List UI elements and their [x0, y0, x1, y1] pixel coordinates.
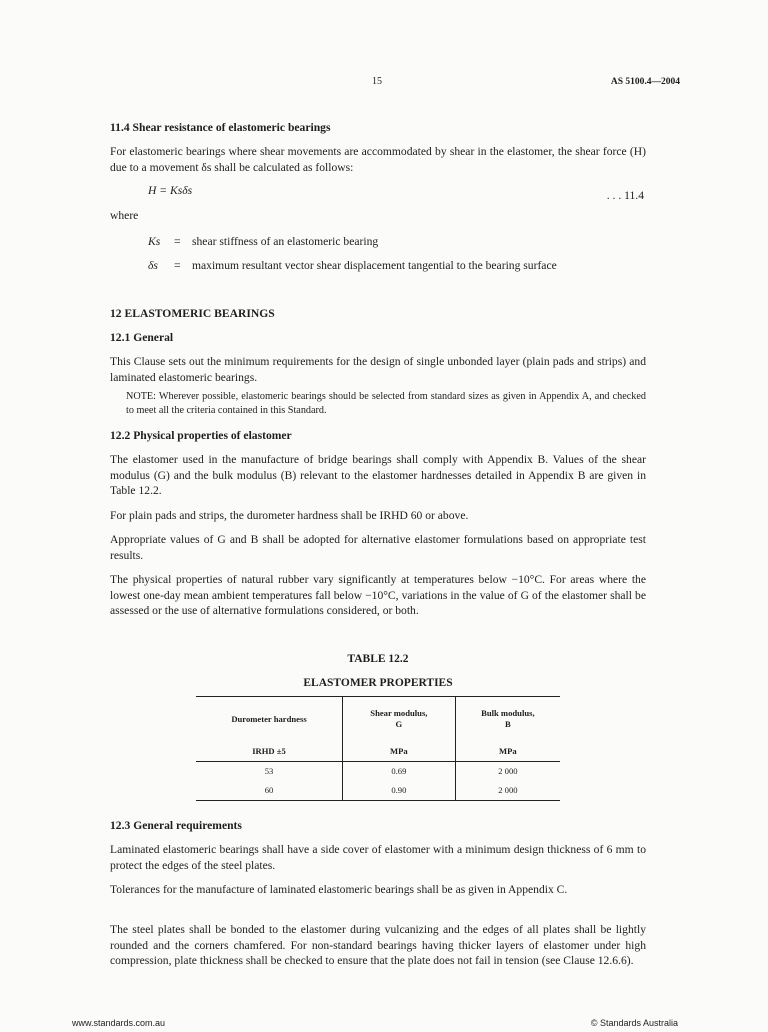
standard-number: AS 5100.4—2004	[610, 77, 680, 87]
paragraph-12-2-d: The physical properties of natural rubber vary significantly at temperatures below −10°C. For areas where the lowest one-day mean ambient temperatures fall below −10°C, variations in the value of G of the elastomer shall be assessed or the use of alternative formulations considered, or both.	[110, 573, 646, 617]
paragraph-12-3-b: Tolerances for the manufacture of laminated elastomeric bearings shall be as given in Appendix C.	[110, 883, 568, 896]
where-label: where	[110, 209, 139, 222]
paragraph-12-3-c: The steel plates shall be bonded to the elastomer during vulcanizing and the edges of all plates shall be lightly rounded and the corners chamfered. For non-standard bearings having thicker layers of elastomer under high compression, plate thickness shall be checked to ensure that the plate does not fail in tension (see Clause 12.6.6).	[110, 923, 646, 967]
paragraph-12-2-b: For plain pads and strips, the durometer hardness shall be IRHD 60 or above.	[110, 509, 469, 522]
paragraph-11-4: For elastomeric bearings where shear movements are accommodated by shear in the elastomer, the shear force (H) due to a movement δs shall be calculated as follows:	[110, 145, 646, 174]
table-title: ELASTOMER PROPERTIES	[303, 677, 453, 689]
paragraph-12-2-c: Appropriate values of G and B shall be adopted for alternative elastomer formulations based on appropriate test results.	[110, 533, 646, 562]
heading-12-3: 12.3 General requirements	[110, 819, 242, 832]
heading-12: 12 ELASTOMERIC BEARINGS	[110, 307, 275, 320]
table-row	[196, 762, 560, 782]
table-units-row	[196, 741, 560, 762]
table-row	[196, 781, 560, 801]
footer-copyright: © Standards Australia	[590, 1018, 678, 1028]
equation-11-4: H = Ksδs	[148, 184, 193, 197]
note-12-1: NOTE: Wherever possible, elastomeric bearings should be selected from standard sizes as given in Appendix A, and checked to meet all the criteria contained in this Standard.	[126, 391, 646, 416]
column-header: Shear modulus, G	[343, 697, 456, 742]
unit-cell: IRHD ±5	[196, 741, 343, 762]
elastomer-properties-table	[196, 696, 560, 801]
paragraph-12-3-a: Laminated elastomeric bearings shall have a side cover of elastomer with a minimum design thickness of 6 mm to protect the edges of the steel plates.	[110, 843, 646, 872]
table-cell: 0.69	[343, 762, 456, 782]
heading-11-4: 11.4 Shear resistance of elastomeric bearings	[110, 121, 331, 134]
unit-cell: MPa	[455, 741, 560, 762]
footer-website-link[interactable]: www.standards.com.au	[72, 1018, 166, 1028]
table-number: TABLE 12.2	[347, 653, 409, 665]
unit-cell: MPa	[343, 741, 456, 762]
page-number: 15	[372, 76, 382, 87]
heading-12-1: 12.1 General	[110, 331, 174, 344]
table-cell: 2 000	[455, 762, 560, 782]
equation-number: . . . 11.4	[606, 189, 644, 202]
heading-12-2: 12.2 Physical properties of elastomer	[110, 429, 292, 442]
table-cell: 60	[196, 781, 343, 801]
table-cell: 0.90	[343, 781, 456, 801]
table-cell: 2 000	[455, 781, 560, 801]
column-header: Durometer hardness	[196, 697, 343, 742]
def-equals: =	[174, 235, 181, 248]
column-header: Bulk modulus, B	[455, 697, 560, 742]
def-text-ks: shear stiffness of an elastomeric bearing	[192, 235, 379, 248]
paragraph-12-2-a: The elastomer used in the manufacture of bridge bearings shall comply with Appendix B. Values of the shear modulus (G) and the bulk modulus (B) relevant to the elastomer hardnesses detailed in Appendix B are given in Table 12.2.	[110, 453, 646, 497]
table-cell: 53	[264, 766, 274, 776]
def-symbol-delta: δs	[148, 259, 158, 272]
paragraph-12-1: This Clause sets out the minimum requirements for the design of single unbonded layer (plain pads and strips) and laminated elastomeric bearings.	[110, 355, 646, 384]
def-text-delta: maximum resultant vector shear displacement tangential to the bearing surface	[192, 259, 557, 272]
def-symbol-ks: Ks	[148, 235, 161, 248]
def-equals: =	[174, 259, 181, 272]
table-header-row	[196, 697, 560, 742]
